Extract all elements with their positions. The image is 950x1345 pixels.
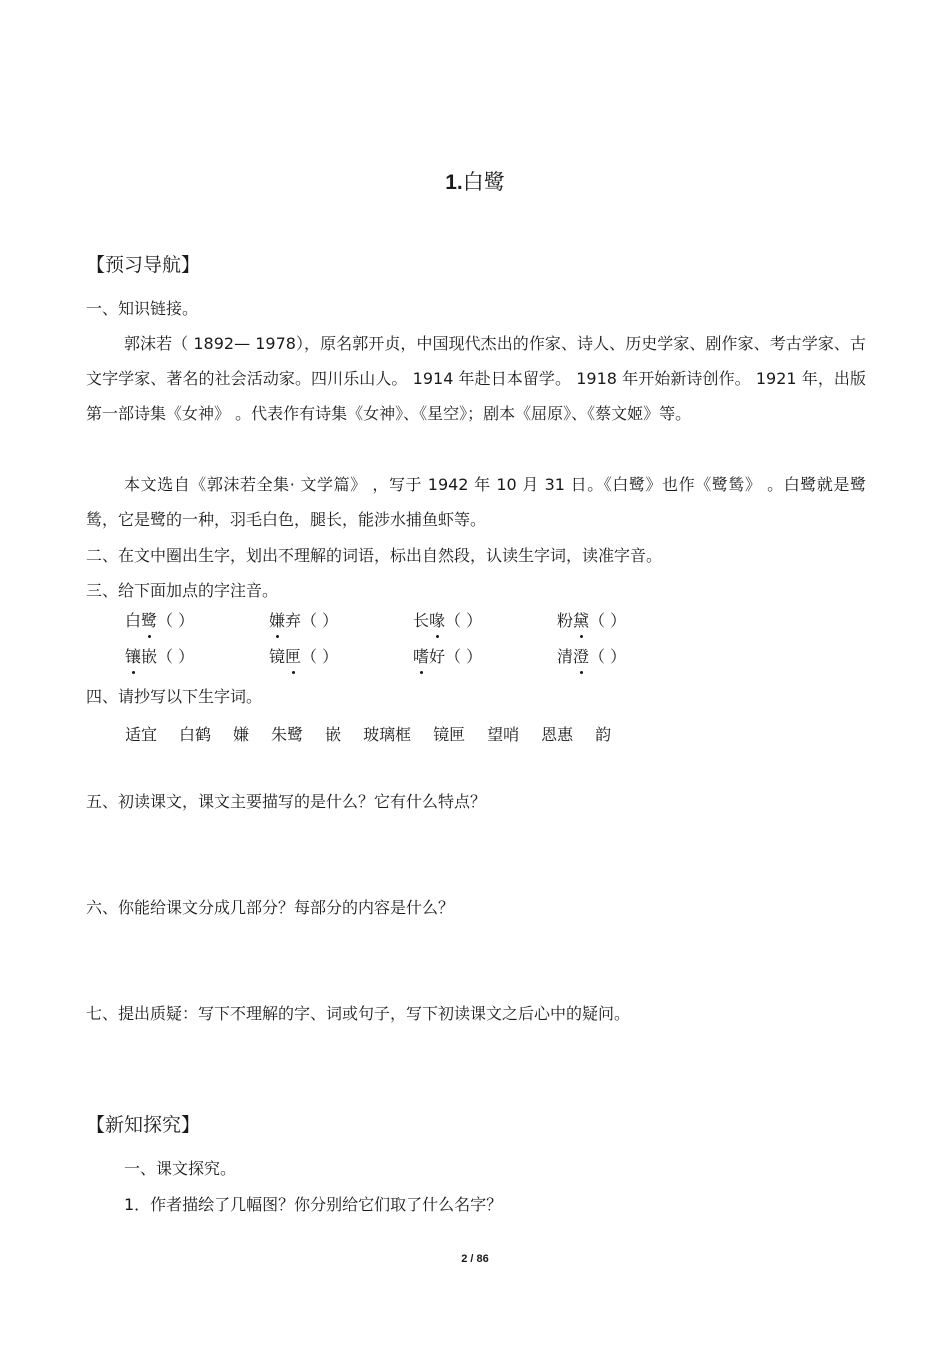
item-text-exploration: 一、课文探究。 — [124, 1159, 237, 1178]
copy-word: 镜匣 — [433, 725, 466, 744]
pinyin-item — [125, 644, 194, 667]
page-number: 2 / 86 — [461, 1253, 489, 1265]
copy-word-list — [125, 722, 633, 745]
pinyin-item — [125, 608, 194, 631]
answer-blank: （ ） — [445, 647, 483, 666]
char-dotted: 匣 — [285, 644, 301, 667]
answer-blank: （ ） — [589, 611, 627, 630]
item-knowledge-link: 一、知识链接。 — [86, 299, 199, 318]
char-dotted: 澄 — [573, 644, 589, 667]
char-plain: 镜 — [269, 647, 286, 666]
question-1: 1．作者描绘了几幅图？你分别给它们取了什么名字？ — [124, 1195, 503, 1214]
char-plain: 清 — [557, 647, 574, 666]
char-plain: 好 — [429, 647, 446, 666]
copy-word: 嵌 — [325, 725, 342, 744]
copy-word: 白鹤 — [179, 725, 212, 744]
pinyin-item — [413, 608, 482, 631]
copy-word: 恩惠 — [541, 725, 574, 744]
item-raise-questions: 七、提出质疑：写下不理解的字、词或句子，写下初读课文之后心中的疑问。 — [86, 1004, 631, 1023]
char-plain: 粉 — [557, 611, 574, 630]
answer-blank: （ ） — [301, 647, 339, 666]
answer-blank: （ ） — [445, 611, 483, 630]
pinyin-item — [269, 644, 338, 667]
copy-word: 嫌 — [233, 725, 250, 744]
char-dotted: 嗜 — [413, 644, 429, 667]
item-divide-parts: 六、你能给课文分成几部分？每部分的内容是什么？ — [86, 898, 455, 917]
answer-blank: （ ） — [157, 611, 195, 630]
char-plain: 长 — [413, 611, 430, 630]
char-dotted: 镶 — [125, 644, 141, 667]
explore-heading: 【新知探究】 — [86, 1114, 201, 1136]
item-read-new-words: 二、在文中圈出生字，划出不理解的词语，标出自然段，认读生字词，读准字音。 — [86, 546, 663, 565]
copy-word: 韵 — [595, 725, 612, 744]
char-plain: 弃 — [285, 611, 302, 630]
item-first-reading: 五、初读课文，课文主要描写的是什么？它有什么特点？ — [86, 792, 487, 811]
char-plain: 嵌 — [141, 647, 158, 666]
answer-blank: （ ） — [301, 611, 339, 630]
copy-word: 望哨 — [487, 725, 520, 744]
copy-word: 适宜 — [125, 725, 158, 744]
pinyin-item — [557, 608, 626, 631]
lesson-number: 1. — [445, 171, 463, 194]
char-dotted: 鹭 — [141, 608, 157, 631]
char-dotted: 黛 — [573, 608, 589, 631]
answer-blank: （ ） — [157, 647, 195, 666]
lesson-title — [0, 166, 950, 196]
pinyin-item — [557, 644, 626, 667]
char-plain: 白 — [125, 611, 142, 630]
char-dotted: 喙 — [429, 608, 445, 631]
author-intro-paragraph: 郭沫若（ 1892— 1978），原名郭开贞，中国现代杰出的作家、诗人、历史学家、剧作家、考古学家、古文字学家、著名的社会活动家。四川乐山人。 1914 年赴日本留学。 1918 年开始新诗创作。 1921 年，出版第一部诗集《女神》 。代表作有诗集《女神》、《星空》；剧本《屈原》、《蔡文姬》等。 — [86, 334, 866, 423]
answer-blank: （ ） — [589, 647, 627, 666]
source-paragraph: 本文选自《郭沫若全集· 文学篇》 ，写于 1942 年 10 月 31 日。《白鹭》也作《鹭鸶》 。白鹭就是鹭鸶，它是鹭的一种，羽毛白色，腿长，能涉水捕鱼虾等。 — [86, 475, 866, 529]
copy-word: 玻璃框 — [363, 725, 412, 744]
char-dotted: 嫌 — [269, 608, 285, 631]
lesson-name: 白鹭 — [462, 170, 505, 194]
preview-heading: 【预习导航】 — [86, 254, 201, 276]
copy-word: 朱鹭 — [271, 725, 304, 744]
pinyin-item — [269, 608, 338, 631]
pinyin-item — [413, 644, 482, 667]
item-phonetic: 三、给下面加点的字注音。 — [86, 581, 279, 600]
item-copy-words: 四、请抄写以下生字词。 — [86, 687, 263, 706]
